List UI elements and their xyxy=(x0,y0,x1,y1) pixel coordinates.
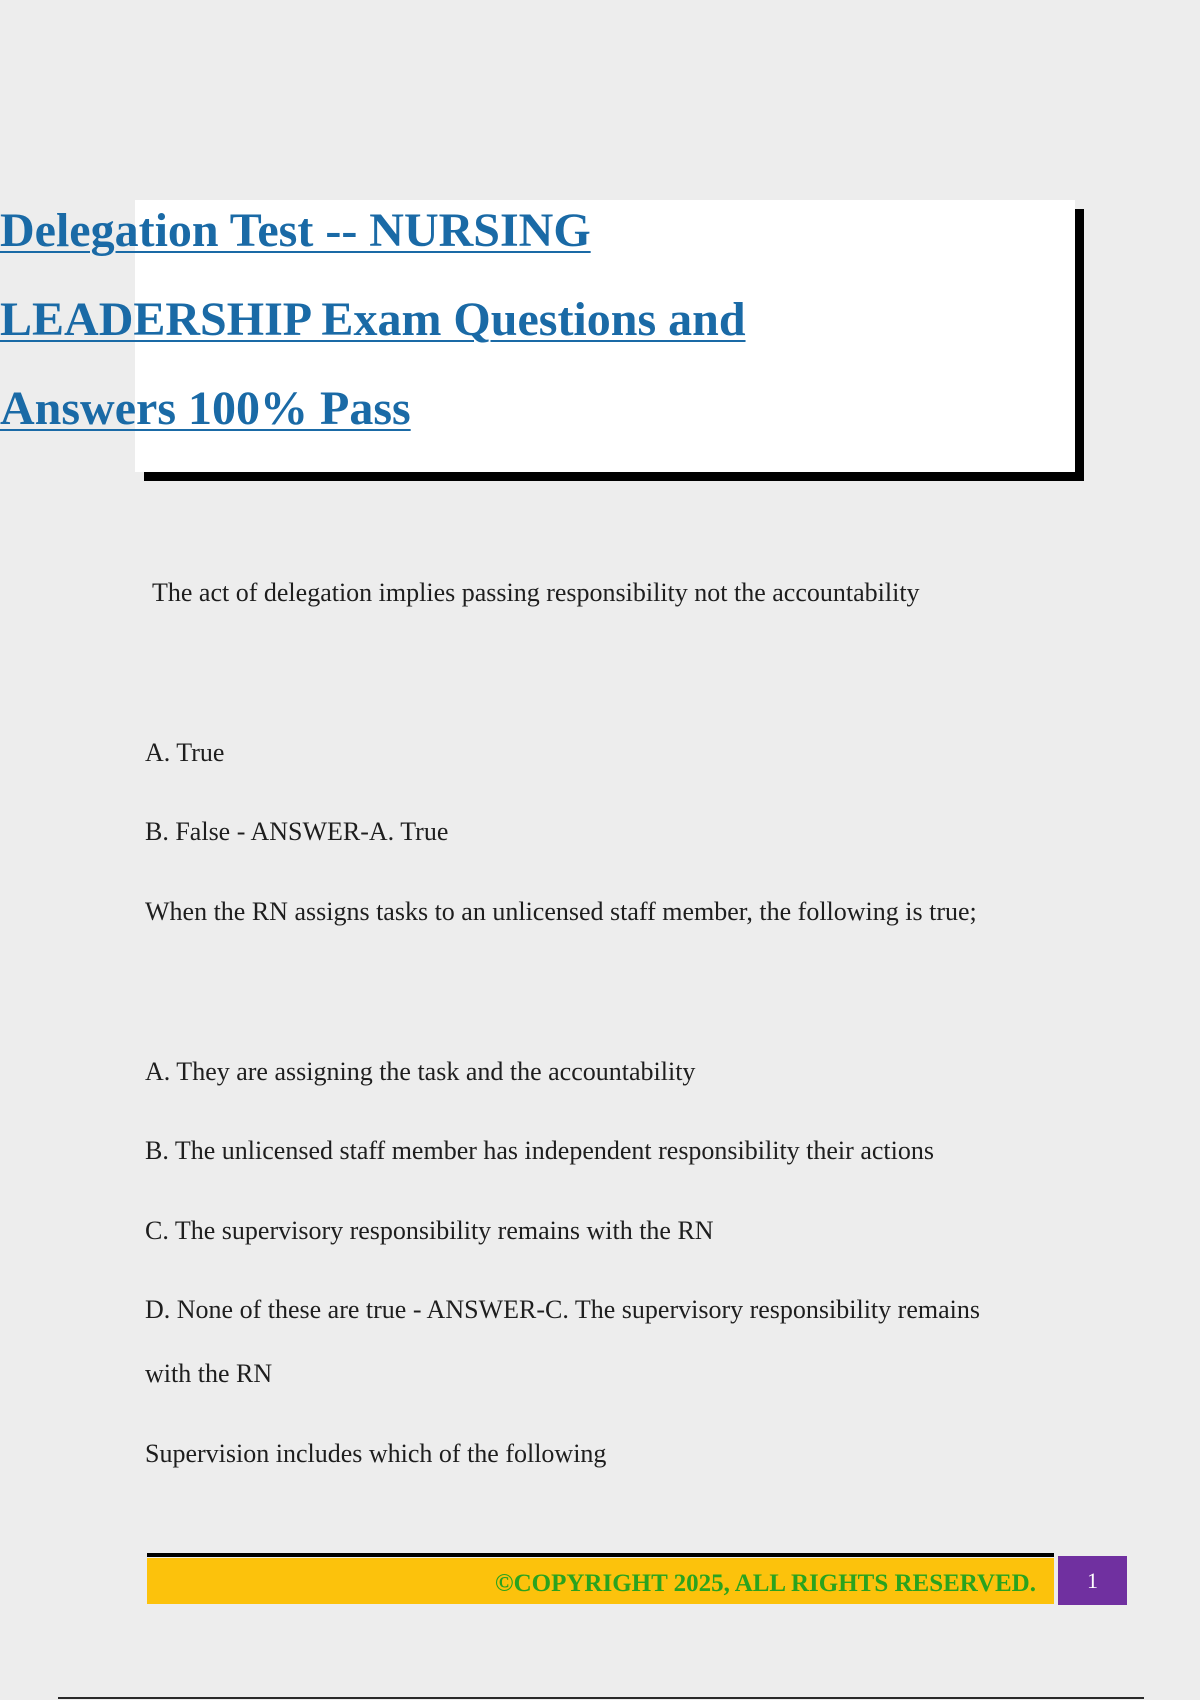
footer-divider xyxy=(147,1553,1054,1557)
document-title-line-3: Answers 100% Pass xyxy=(0,382,411,435)
question-1-option-b-answer: B. False - ANSWER-A. True xyxy=(145,817,449,846)
question-2-option-a: A. They are assigning the task and the accountability xyxy=(145,1057,696,1086)
question-2-option-c: C. The supervisory responsibility remains with the RN xyxy=(145,1216,714,1245)
question-3-text: Supervision includes which of the following xyxy=(145,1439,607,1468)
question-2-answer-continued: with the RN xyxy=(145,1359,273,1388)
question-1-text: The act of delegation implies passing responsibility not the accountability xyxy=(152,578,920,607)
page-bottom-rule xyxy=(58,1697,1144,1699)
document-title-line-2: LEADERSHIP Exam Questions and xyxy=(0,293,746,346)
question-1-option-a: A. True xyxy=(145,738,225,767)
page-number: 1 xyxy=(1058,1556,1127,1605)
footer-copyright-bar xyxy=(147,1558,1054,1604)
question-2-option-b: B. The unlicensed staff member has independent responsibility their actions xyxy=(145,1136,934,1165)
question-2-text: When the RN assigns tasks to an unlicensed staff member, the following is true; xyxy=(145,897,977,926)
question-2-option-d-answer: D. None of these are true - ANSWER-C. The supervisory responsibility remains xyxy=(145,1295,980,1324)
document-title-line-1: Delegation Test -- NURSING xyxy=(0,204,591,257)
copyright-text: ©COPYRIGHT 2025, ALL RIGHTS RESERVED. xyxy=(494,1570,1036,1597)
